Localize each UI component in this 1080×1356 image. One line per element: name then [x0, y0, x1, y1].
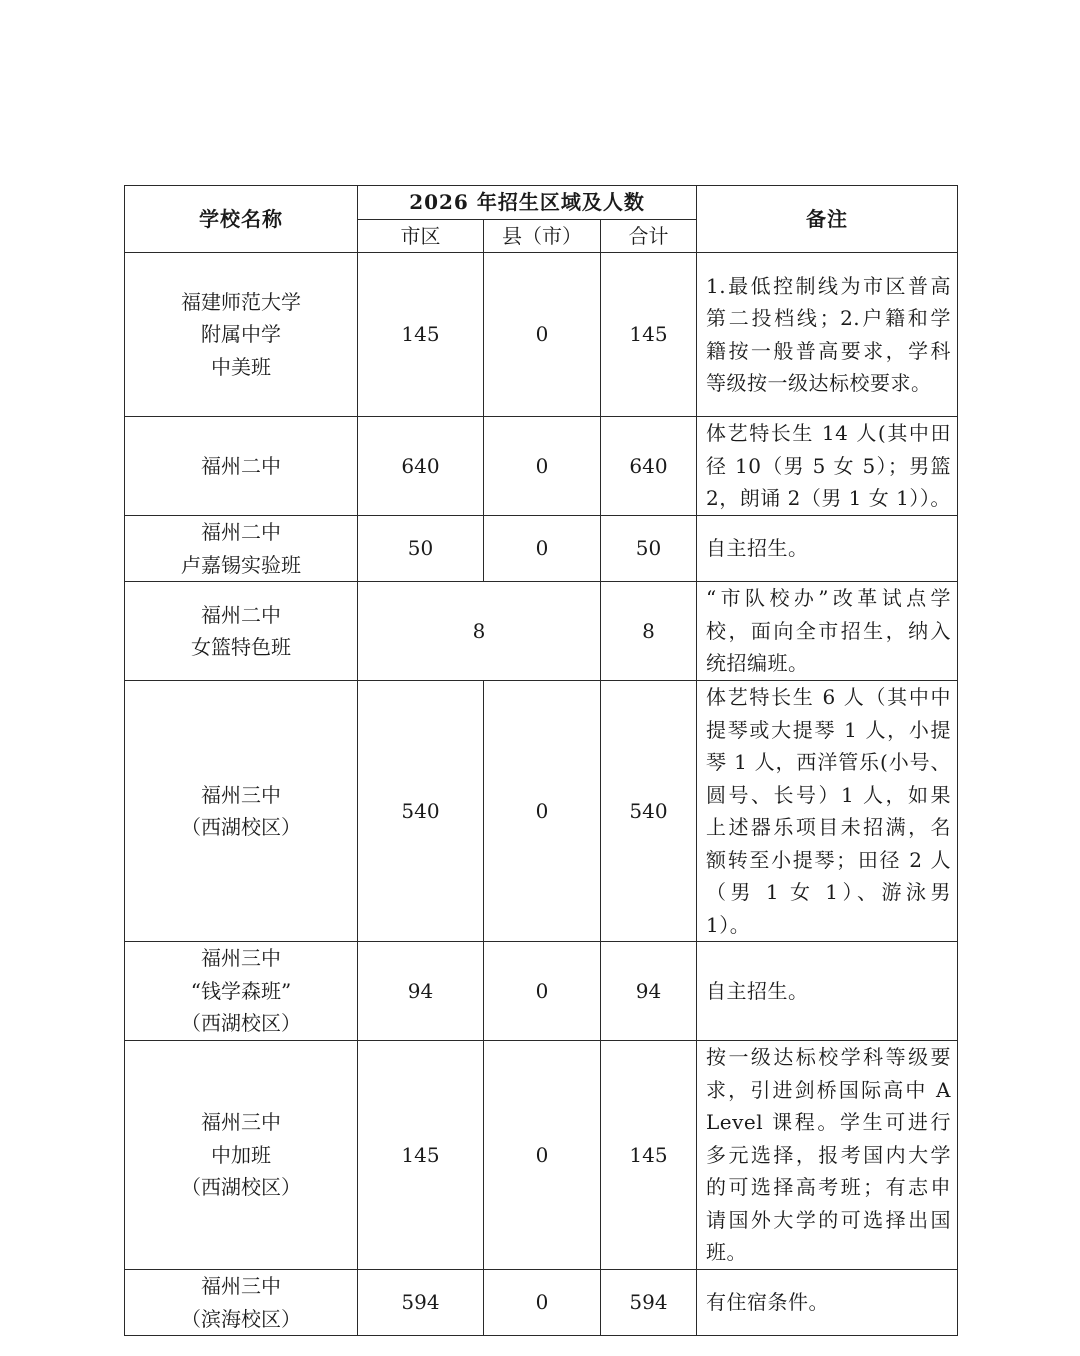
city-count: 145 — [358, 253, 484, 417]
school-name-line: （西湖校区） — [181, 815, 301, 839]
county-count: 0 — [484, 1270, 601, 1336]
school-name-line: 福建师范大学 — [181, 289, 301, 314]
remark-cell: “市队校办”改革试点学校，面向全市招生，纳入统招编班。 — [697, 582, 958, 681]
header-remark: 备注 — [697, 186, 958, 253]
remark-cell: 体艺特长生 6 人（其中中提琴或大提琴 1 人，小提琴 1 人，西洋管乐(小号、圆号、长号）1 人，如果上述器乐项目未招满，名额转至小提琴；田径 2 人（男 1 女 1）、游泳男 1）。 — [697, 681, 958, 942]
school-name-cell — [125, 516, 358, 582]
table-row — [125, 253, 958, 417]
total-count: 540 — [601, 681, 697, 942]
school-name-cell — [125, 942, 358, 1041]
school-name-line: 中加班 — [211, 1142, 271, 1167]
city-count: 540 — [358, 681, 484, 942]
county-count: 0 — [484, 942, 601, 1041]
header-county: 县（市） — [484, 219, 601, 253]
school-name-line: （滨海校区） — [181, 1306, 301, 1331]
total-count: 94 — [601, 942, 697, 1041]
school-name-cell — [125, 1270, 358, 1336]
school-name-line: 附属中学 — [201, 322, 281, 347]
school-name-line: 福州三中 — [201, 782, 281, 807]
county-count: 0 — [484, 681, 601, 942]
city-count: 640 — [358, 417, 484, 516]
school-name-line: 福州二中 — [201, 453, 281, 478]
county-count: 0 — [484, 253, 601, 417]
school-name-line: 福州三中 — [201, 1110, 281, 1135]
table-row — [125, 417, 958, 516]
total-count: 50 — [601, 516, 697, 582]
remark-cell: 按一级达标校学科等级要求，引进剑桥国际高中 A Level 课程。学生可进行多元选择，报考国内大学的可选择高考班；有志申请国外大学的可选择出国班。 — [697, 1041, 958, 1270]
remark-cell: 自主招生。 — [697, 516, 958, 582]
remark-cell: 体艺特长生 14 人(其中田径 10（男 5 女 5）；男篮 2，朗诵 2（男 1 女 1））。 — [697, 417, 958, 516]
total-count: 145 — [601, 1041, 697, 1270]
city-count: 145 — [358, 1041, 484, 1270]
enrollment-table — [124, 185, 958, 1336]
school-name-cell — [125, 417, 358, 516]
school-name-cell — [125, 1041, 358, 1270]
header-enrollment-region: 2026 年招生区域及人数 — [358, 186, 697, 220]
table-row — [125, 516, 958, 582]
merged-count: 8 — [358, 582, 601, 681]
total-count: 594 — [601, 1270, 697, 1336]
table-row — [125, 681, 958, 942]
school-name-cell — [125, 253, 358, 417]
school-name-line: 中美班 — [211, 354, 271, 379]
school-name-line: 卢嘉锡实验班 — [181, 552, 301, 577]
city-count: 94 — [358, 942, 484, 1041]
table-row — [125, 582, 958, 681]
total-count: 8 — [601, 582, 697, 681]
school-name-line: （西湖校区） — [181, 1011, 301, 1036]
total-count: 640 — [601, 417, 697, 516]
remark-cell: 自主招生。 — [697, 942, 958, 1041]
school-name-line: 福州三中 — [201, 946, 281, 971]
school-name-line: 女篮特色班 — [191, 635, 291, 659]
header-total: 合计 — [601, 219, 697, 253]
table-row — [125, 1270, 958, 1336]
school-name-line: 福州二中 — [201, 602, 281, 627]
table-row — [125, 942, 958, 1041]
county-count: 0 — [484, 417, 601, 516]
city-count: 50 — [358, 516, 484, 582]
school-name-line: 福州二中 — [201, 520, 281, 544]
school-name-cell — [125, 582, 358, 681]
remark-cell: 1.最低控制线为市区普高第二投档线；2.户籍和学籍按一般普高要求，学科等级按一级达标校要求。 — [697, 253, 958, 417]
remark-cell: 有住宿条件。 — [697, 1270, 958, 1336]
school-name-line: 福州三中 — [201, 1274, 281, 1298]
county-count: 0 — [484, 516, 601, 582]
total-count: 145 — [601, 253, 697, 417]
table-row — [125, 1041, 958, 1270]
county-count: 0 — [484, 1041, 601, 1270]
school-name-line: （西湖校区） — [181, 1175, 301, 1200]
school-name-line: “钱学森班” — [190, 978, 292, 1003]
header-school-name: 学校名称 — [125, 186, 358, 253]
header-city-district: 市区 — [358, 219, 484, 253]
school-name-cell — [125, 681, 358, 942]
city-count: 594 — [358, 1270, 484, 1336]
